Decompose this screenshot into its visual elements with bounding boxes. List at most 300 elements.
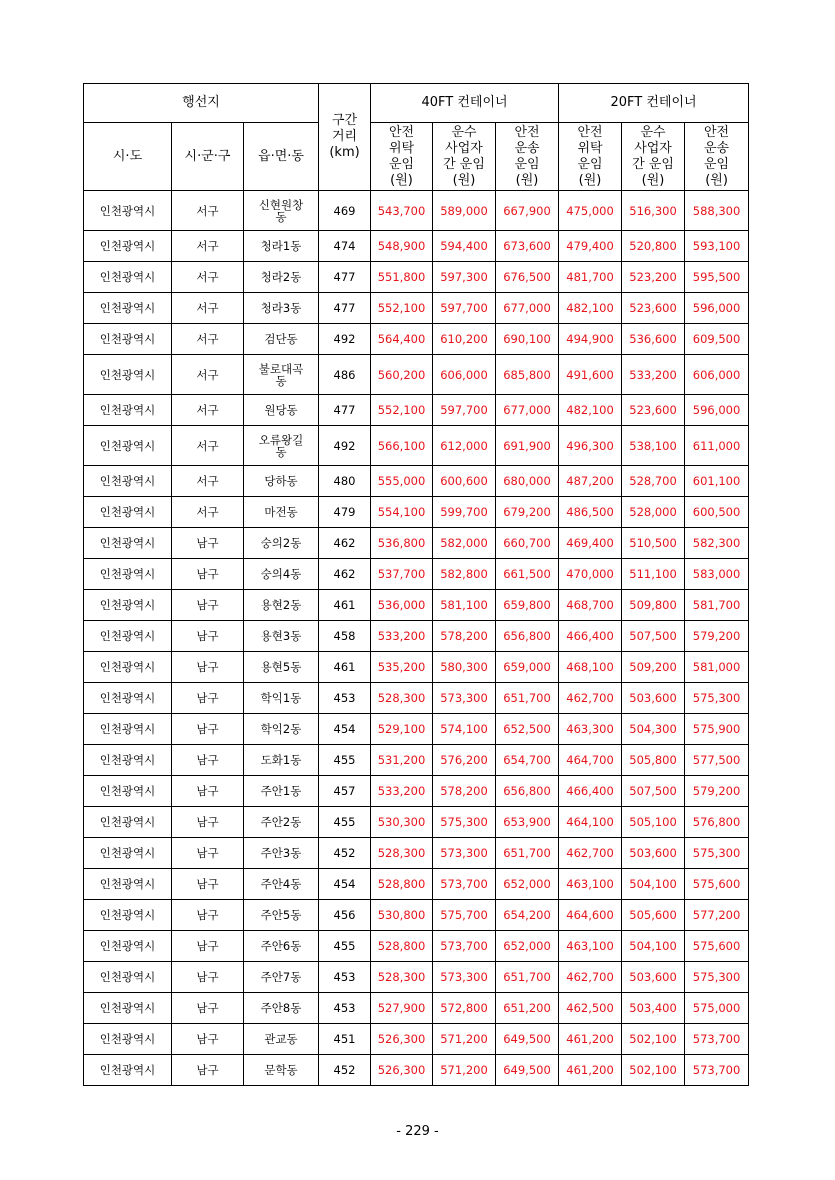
row-town: 검단동 xyxy=(244,324,319,355)
row-40ft-carrier-rate: 578,200 xyxy=(433,776,496,807)
row-40ft-carrier-rate: 597,300 xyxy=(433,262,496,293)
row-20ft-consign-rate: 468,100 xyxy=(559,652,622,683)
row-district: 서구 xyxy=(172,324,244,355)
row-20ft-consign-rate: 468,700 xyxy=(559,590,622,621)
header-distance: 구간 거리 (km) xyxy=(319,84,371,191)
row-district: 서구 xyxy=(172,497,244,528)
row-40ft-transport-rate: 659,000 xyxy=(496,652,559,683)
row-city: 인천광역시 xyxy=(84,869,172,900)
row-40ft-consign-rate: 528,300 xyxy=(371,838,433,869)
row-distance-km: 486 xyxy=(319,355,371,395)
page-number: - 229 - xyxy=(396,1124,439,1139)
row-40ft-carrier-rate: 610,200 xyxy=(433,324,496,355)
row-20ft-consign-rate: 494,900 xyxy=(559,324,622,355)
row-40ft-carrier-rate: 597,700 xyxy=(433,395,496,426)
row-city: 인천광역시 xyxy=(84,426,172,466)
row-40ft-carrier-rate: 573,700 xyxy=(433,931,496,962)
row-distance-km: 469 xyxy=(319,191,371,231)
row-20ft-transport-rate: 576,800 xyxy=(685,807,749,838)
row-20ft-consign-rate: 462,700 xyxy=(559,838,622,869)
row-40ft-consign-rate: 552,100 xyxy=(371,293,433,324)
row-district: 서구 xyxy=(172,395,244,426)
row-40ft-consign-rate: 560,200 xyxy=(371,355,433,395)
row-district: 남구 xyxy=(172,528,244,559)
table-row xyxy=(84,683,749,714)
row-town: 학익2동 xyxy=(244,714,319,745)
row-40ft-transport-rate: 653,900 xyxy=(496,807,559,838)
row-20ft-transport-rate: 579,200 xyxy=(685,621,749,652)
row-town: 주안4동 xyxy=(244,869,319,900)
row-20ft-carrier-rate: 511,100 xyxy=(622,559,685,590)
row-40ft-transport-rate: 651,700 xyxy=(496,683,559,714)
table-row xyxy=(84,807,749,838)
row-20ft-transport-rate: 575,600 xyxy=(685,869,749,900)
row-city: 인천광역시 xyxy=(84,191,172,231)
table-row xyxy=(84,714,749,745)
row-40ft-transport-rate: 685,800 xyxy=(496,355,559,395)
row-town: 주안2동 xyxy=(244,807,319,838)
row-city: 인천광역시 xyxy=(84,559,172,590)
header-20ft-carrier-rate: 운수 사업자 간 운임 (원) xyxy=(622,123,685,191)
table-body xyxy=(84,191,749,1086)
row-20ft-carrier-rate: 505,600 xyxy=(622,900,685,931)
row-20ft-carrier-rate: 502,100 xyxy=(622,1024,685,1055)
row-city: 인천광역시 xyxy=(84,324,172,355)
table-row xyxy=(84,745,749,776)
row-town: 원당동 xyxy=(244,395,319,426)
row-40ft-transport-rate: 654,200 xyxy=(496,900,559,931)
row-20ft-transport-rate: 573,700 xyxy=(685,1024,749,1055)
row-40ft-transport-rate: 652,000 xyxy=(496,931,559,962)
table-row xyxy=(84,869,749,900)
row-40ft-transport-rate: 649,500 xyxy=(496,1055,559,1086)
row-20ft-transport-rate: 581,000 xyxy=(685,652,749,683)
row-20ft-transport-rate: 606,000 xyxy=(685,355,749,395)
row-20ft-transport-rate: 575,300 xyxy=(685,838,749,869)
row-20ft-transport-rate: 581,700 xyxy=(685,590,749,621)
row-40ft-consign-rate: 552,100 xyxy=(371,395,433,426)
row-40ft-consign-rate: 530,800 xyxy=(371,900,433,931)
row-town: 용현2동 xyxy=(244,590,319,621)
row-40ft-consign-rate: 526,300 xyxy=(371,1024,433,1055)
row-20ft-consign-rate: 486,500 xyxy=(559,497,622,528)
row-20ft-consign-rate: 462,700 xyxy=(559,683,622,714)
row-town: 신현원창 동 xyxy=(244,191,319,231)
header-40ft-group: 40FT 컨테이너 xyxy=(371,84,559,123)
row-district: 남구 xyxy=(172,900,244,931)
row-40ft-consign-rate: 526,300 xyxy=(371,1055,433,1086)
row-20ft-carrier-rate: 533,200 xyxy=(622,355,685,395)
row-20ft-carrier-rate: 523,600 xyxy=(622,293,685,324)
row-20ft-carrier-rate: 523,600 xyxy=(622,395,685,426)
row-20ft-transport-rate: 601,100 xyxy=(685,466,749,497)
row-40ft-carrier-rate: 597,700 xyxy=(433,293,496,324)
row-20ft-consign-rate: 466,400 xyxy=(559,776,622,807)
table-row xyxy=(84,1055,749,1086)
row-district: 남구 xyxy=(172,931,244,962)
row-40ft-transport-rate: 679,200 xyxy=(496,497,559,528)
row-20ft-carrier-rate: 510,500 xyxy=(622,528,685,559)
row-town: 주안8동 xyxy=(244,993,319,1024)
row-40ft-carrier-rate: 578,200 xyxy=(433,621,496,652)
row-city: 인천광역시 xyxy=(84,293,172,324)
row-40ft-consign-rate: 537,700 xyxy=(371,559,433,590)
row-distance-km: 454 xyxy=(319,714,371,745)
row-city: 인천광역시 xyxy=(84,466,172,497)
row-city: 인천광역시 xyxy=(84,231,172,262)
row-20ft-transport-rate: 582,300 xyxy=(685,528,749,559)
row-20ft-carrier-rate: 503,400 xyxy=(622,993,685,1024)
row-20ft-transport-rate: 593,100 xyxy=(685,231,749,262)
table-row xyxy=(84,497,749,528)
row-city: 인천광역시 xyxy=(84,1024,172,1055)
header-40ft-consign-rate: 안전 위탁 운임 (원) xyxy=(371,123,433,191)
row-town: 관교동 xyxy=(244,1024,319,1055)
row-20ft-carrier-rate: 503,600 xyxy=(622,683,685,714)
row-district: 서구 xyxy=(172,191,244,231)
row-20ft-transport-rate: 579,200 xyxy=(685,776,749,807)
row-40ft-carrier-rate: 600,600 xyxy=(433,466,496,497)
row-20ft-consign-rate: 463,100 xyxy=(559,869,622,900)
header-city: 시·도 xyxy=(84,123,172,191)
row-distance-km: 474 xyxy=(319,231,371,262)
header-destination: 행선지 xyxy=(84,84,319,123)
row-20ft-transport-rate: 611,000 xyxy=(685,426,749,466)
row-20ft-consign-rate: 461,200 xyxy=(559,1055,622,1086)
row-town: 용현3동 xyxy=(244,621,319,652)
row-40ft-transport-rate: 690,100 xyxy=(496,324,559,355)
row-distance-km: 455 xyxy=(319,745,371,776)
row-20ft-consign-rate: 482,100 xyxy=(559,395,622,426)
row-40ft-carrier-rate: 581,100 xyxy=(433,590,496,621)
row-20ft-transport-rate: 609,500 xyxy=(685,324,749,355)
row-20ft-consign-rate: 481,700 xyxy=(559,262,622,293)
row-city: 인천광역시 xyxy=(84,497,172,528)
row-40ft-carrier-rate: 571,200 xyxy=(433,1055,496,1086)
row-20ft-carrier-rate: 502,100 xyxy=(622,1055,685,1086)
row-20ft-transport-rate: 600,500 xyxy=(685,497,749,528)
row-40ft-consign-rate: 530,300 xyxy=(371,807,433,838)
row-town: 불로대곡 동 xyxy=(244,355,319,395)
row-20ft-consign-rate: 469,400 xyxy=(559,528,622,559)
header-40ft-carrier-rate: 운수 사업자 간 운임 (원) xyxy=(433,123,496,191)
row-city: 인천광역시 xyxy=(84,931,172,962)
row-40ft-carrier-rate: 606,000 xyxy=(433,355,496,395)
row-distance-km: 492 xyxy=(319,426,371,466)
row-town: 주안7동 xyxy=(244,962,319,993)
row-district: 서구 xyxy=(172,262,244,293)
row-40ft-transport-rate: 677,000 xyxy=(496,395,559,426)
row-district: 남구 xyxy=(172,745,244,776)
row-20ft-transport-rate: 575,600 xyxy=(685,931,749,962)
row-city: 인천광역시 xyxy=(84,1055,172,1086)
header-district: 시·군·구 xyxy=(172,123,244,191)
row-city: 인천광역시 xyxy=(84,900,172,931)
row-40ft-consign-rate: 535,200 xyxy=(371,652,433,683)
row-20ft-carrier-rate: 509,800 xyxy=(622,590,685,621)
row-40ft-consign-rate: 528,800 xyxy=(371,931,433,962)
table-row xyxy=(84,838,749,869)
row-distance-km: 454 xyxy=(319,869,371,900)
row-20ft-consign-rate: 463,100 xyxy=(559,931,622,962)
row-40ft-consign-rate: 551,800 xyxy=(371,262,433,293)
row-40ft-transport-rate: 680,000 xyxy=(496,466,559,497)
table-header xyxy=(84,84,749,191)
row-20ft-transport-rate: 583,000 xyxy=(685,559,749,590)
row-40ft-transport-rate: 691,900 xyxy=(496,426,559,466)
row-20ft-carrier-rate: 503,600 xyxy=(622,838,685,869)
table-row xyxy=(84,528,749,559)
row-20ft-transport-rate: 596,000 xyxy=(685,395,749,426)
row-distance-km: 455 xyxy=(319,931,371,962)
row-20ft-carrier-rate: 528,000 xyxy=(622,497,685,528)
row-40ft-carrier-rate: 580,300 xyxy=(433,652,496,683)
row-20ft-consign-rate: 464,700 xyxy=(559,745,622,776)
row-distance-km: 453 xyxy=(319,962,371,993)
row-20ft-consign-rate: 462,500 xyxy=(559,993,622,1024)
row-20ft-consign-rate: 464,100 xyxy=(559,807,622,838)
row-40ft-consign-rate: 533,200 xyxy=(371,776,433,807)
row-40ft-transport-rate: 654,700 xyxy=(496,745,559,776)
row-40ft-carrier-rate: 572,800 xyxy=(433,993,496,1024)
row-40ft-consign-rate: 528,300 xyxy=(371,683,433,714)
row-20ft-carrier-rate: 516,300 xyxy=(622,191,685,231)
row-40ft-carrier-rate: 612,000 xyxy=(433,426,496,466)
row-20ft-consign-rate: 464,600 xyxy=(559,900,622,931)
row-20ft-carrier-rate: 503,600 xyxy=(622,962,685,993)
row-40ft-carrier-rate: 594,400 xyxy=(433,231,496,262)
table-row xyxy=(84,621,749,652)
row-district: 남구 xyxy=(172,590,244,621)
row-40ft-consign-rate: 536,000 xyxy=(371,590,433,621)
row-town: 당하동 xyxy=(244,466,319,497)
table-row xyxy=(84,426,749,466)
row-40ft-transport-rate: 673,600 xyxy=(496,231,559,262)
header-town: 읍·면·동 xyxy=(244,123,319,191)
row-city: 인천광역시 xyxy=(84,683,172,714)
row-district: 남구 xyxy=(172,559,244,590)
row-distance-km: 479 xyxy=(319,497,371,528)
row-distance-km: 461 xyxy=(319,652,371,683)
table-row xyxy=(84,900,749,931)
table-row xyxy=(84,293,749,324)
table-row xyxy=(84,931,749,962)
row-40ft-carrier-rate: 573,300 xyxy=(433,683,496,714)
row-district: 남구 xyxy=(172,869,244,900)
row-40ft-consign-rate: 528,300 xyxy=(371,962,433,993)
row-40ft-consign-rate: 529,100 xyxy=(371,714,433,745)
row-20ft-carrier-rate: 509,200 xyxy=(622,652,685,683)
row-town: 주안6동 xyxy=(244,931,319,962)
row-40ft-carrier-rate: 582,800 xyxy=(433,559,496,590)
row-20ft-consign-rate: 496,300 xyxy=(559,426,622,466)
row-district: 남구 xyxy=(172,714,244,745)
row-district: 서구 xyxy=(172,466,244,497)
row-district: 남구 xyxy=(172,838,244,869)
row-40ft-consign-rate: 566,100 xyxy=(371,426,433,466)
row-town: 용현5동 xyxy=(244,652,319,683)
row-40ft-consign-rate: 533,200 xyxy=(371,621,433,652)
row-distance-km: 455 xyxy=(319,807,371,838)
row-20ft-carrier-rate: 507,500 xyxy=(622,621,685,652)
row-district: 남구 xyxy=(172,652,244,683)
table-row xyxy=(84,1024,749,1055)
table-row xyxy=(84,355,749,395)
row-40ft-consign-rate: 554,100 xyxy=(371,497,433,528)
row-city: 인천광역시 xyxy=(84,807,172,838)
row-40ft-transport-rate: 656,800 xyxy=(496,776,559,807)
row-40ft-consign-rate: 531,200 xyxy=(371,745,433,776)
row-distance-km: 451 xyxy=(319,1024,371,1055)
row-city: 인천광역시 xyxy=(84,776,172,807)
row-40ft-carrier-rate: 573,300 xyxy=(433,838,496,869)
row-distance-km: 461 xyxy=(319,590,371,621)
row-20ft-carrier-rate: 520,800 xyxy=(622,231,685,262)
row-20ft-consign-rate: 491,600 xyxy=(559,355,622,395)
row-distance-km: 477 xyxy=(319,395,371,426)
row-town: 마전동 xyxy=(244,497,319,528)
row-town: 청라1동 xyxy=(244,231,319,262)
row-20ft-consign-rate: 475,000 xyxy=(559,191,622,231)
table-row xyxy=(84,962,749,993)
row-district: 남구 xyxy=(172,621,244,652)
header-20ft-consign-rate: 안전 위탁 운임 (원) xyxy=(559,123,622,191)
row-20ft-carrier-rate: 507,500 xyxy=(622,776,685,807)
row-distance-km: 452 xyxy=(319,838,371,869)
row-20ft-consign-rate: 466,400 xyxy=(559,621,622,652)
table-row xyxy=(84,395,749,426)
table-row xyxy=(84,231,749,262)
row-20ft-carrier-rate: 505,100 xyxy=(622,807,685,838)
header-20ft-transport-rate: 안전 운송 운임 (원) xyxy=(685,123,749,191)
row-20ft-transport-rate: 575,300 xyxy=(685,683,749,714)
row-20ft-carrier-rate: 528,700 xyxy=(622,466,685,497)
row-20ft-carrier-rate: 504,300 xyxy=(622,714,685,745)
row-20ft-carrier-rate: 504,100 xyxy=(622,869,685,900)
row-40ft-carrier-rate: 571,200 xyxy=(433,1024,496,1055)
row-20ft-consign-rate: 463,300 xyxy=(559,714,622,745)
row-40ft-transport-rate: 652,000 xyxy=(496,869,559,900)
table-row xyxy=(84,652,749,683)
row-40ft-transport-rate: 651,200 xyxy=(496,993,559,1024)
row-distance-km: 453 xyxy=(319,683,371,714)
row-20ft-consign-rate: 470,000 xyxy=(559,559,622,590)
table-row xyxy=(84,559,749,590)
row-city: 인천광역시 xyxy=(84,590,172,621)
row-20ft-transport-rate: 575,900 xyxy=(685,714,749,745)
row-city: 인천광역시 xyxy=(84,621,172,652)
row-20ft-consign-rate: 462,700 xyxy=(559,962,622,993)
row-40ft-transport-rate: 660,700 xyxy=(496,528,559,559)
row-city: 인천광역시 xyxy=(84,652,172,683)
row-40ft-carrier-rate: 575,300 xyxy=(433,807,496,838)
row-20ft-transport-rate: 595,500 xyxy=(685,262,749,293)
row-40ft-transport-rate: 656,800 xyxy=(496,621,559,652)
row-40ft-transport-rate: 652,500 xyxy=(496,714,559,745)
row-town: 도화1동 xyxy=(244,745,319,776)
row-40ft-carrier-rate: 582,000 xyxy=(433,528,496,559)
row-district: 남구 xyxy=(172,683,244,714)
row-40ft-carrier-rate: 575,700 xyxy=(433,900,496,931)
row-district: 서구 xyxy=(172,293,244,324)
row-20ft-consign-rate: 461,200 xyxy=(559,1024,622,1055)
freight-rate-table xyxy=(83,83,749,1086)
row-distance-km: 453 xyxy=(319,993,371,1024)
row-40ft-transport-rate: 676,500 xyxy=(496,262,559,293)
table-row xyxy=(84,466,749,497)
table-row xyxy=(84,590,749,621)
row-city: 인천광역시 xyxy=(84,962,172,993)
row-40ft-consign-rate: 548,900 xyxy=(371,231,433,262)
row-distance-km: 477 xyxy=(319,293,371,324)
row-town: 오류왕길 동 xyxy=(244,426,319,466)
row-district: 남구 xyxy=(172,807,244,838)
row-20ft-carrier-rate: 505,800 xyxy=(622,745,685,776)
row-40ft-consign-rate: 528,800 xyxy=(371,869,433,900)
row-20ft-carrier-rate: 536,600 xyxy=(622,324,685,355)
header-40ft-transport-rate: 안전 운송 운임 (원) xyxy=(496,123,559,191)
row-town: 주안5동 xyxy=(244,900,319,931)
table-row xyxy=(84,324,749,355)
row-20ft-carrier-rate: 504,100 xyxy=(622,931,685,962)
row-district: 남구 xyxy=(172,993,244,1024)
row-distance-km: 458 xyxy=(319,621,371,652)
row-40ft-transport-rate: 651,700 xyxy=(496,838,559,869)
row-distance-km: 480 xyxy=(319,466,371,497)
row-city: 인천광역시 xyxy=(84,262,172,293)
header-20ft-group: 20FT 컨테이너 xyxy=(559,84,749,123)
row-40ft-transport-rate: 661,500 xyxy=(496,559,559,590)
row-distance-km: 456 xyxy=(319,900,371,931)
row-20ft-carrier-rate: 538,100 xyxy=(622,426,685,466)
row-20ft-consign-rate: 487,200 xyxy=(559,466,622,497)
table-row xyxy=(84,262,749,293)
row-40ft-transport-rate: 659,800 xyxy=(496,590,559,621)
row-40ft-carrier-rate: 574,100 xyxy=(433,714,496,745)
table-row xyxy=(84,776,749,807)
row-20ft-consign-rate: 479,400 xyxy=(559,231,622,262)
row-20ft-consign-rate: 482,100 xyxy=(559,293,622,324)
table-row xyxy=(84,191,749,231)
row-town: 숭의2동 xyxy=(244,528,319,559)
row-20ft-transport-rate: 575,300 xyxy=(685,962,749,993)
row-town: 학익1동 xyxy=(244,683,319,714)
row-distance-km: 492 xyxy=(319,324,371,355)
row-40ft-consign-rate: 555,000 xyxy=(371,466,433,497)
row-town: 청라3동 xyxy=(244,293,319,324)
row-city: 인천광역시 xyxy=(84,714,172,745)
row-distance-km: 477 xyxy=(319,262,371,293)
row-distance-km: 462 xyxy=(319,559,371,590)
row-district: 서구 xyxy=(172,355,244,395)
row-district: 서구 xyxy=(172,426,244,466)
row-city: 인천광역시 xyxy=(84,528,172,559)
row-40ft-consign-rate: 527,900 xyxy=(371,993,433,1024)
row-40ft-carrier-rate: 573,300 xyxy=(433,962,496,993)
row-town: 문학동 xyxy=(244,1055,319,1086)
row-20ft-carrier-rate: 523,200 xyxy=(622,262,685,293)
row-district: 남구 xyxy=(172,776,244,807)
row-40ft-transport-rate: 649,500 xyxy=(496,1024,559,1055)
table-row xyxy=(84,993,749,1024)
row-20ft-transport-rate: 588,300 xyxy=(685,191,749,231)
row-district: 서구 xyxy=(172,231,244,262)
row-city: 인천광역시 xyxy=(84,395,172,426)
row-city: 인천광역시 xyxy=(84,838,172,869)
row-town: 숭의4동 xyxy=(244,559,319,590)
row-town: 주안3동 xyxy=(244,838,319,869)
row-city: 인천광역시 xyxy=(84,745,172,776)
